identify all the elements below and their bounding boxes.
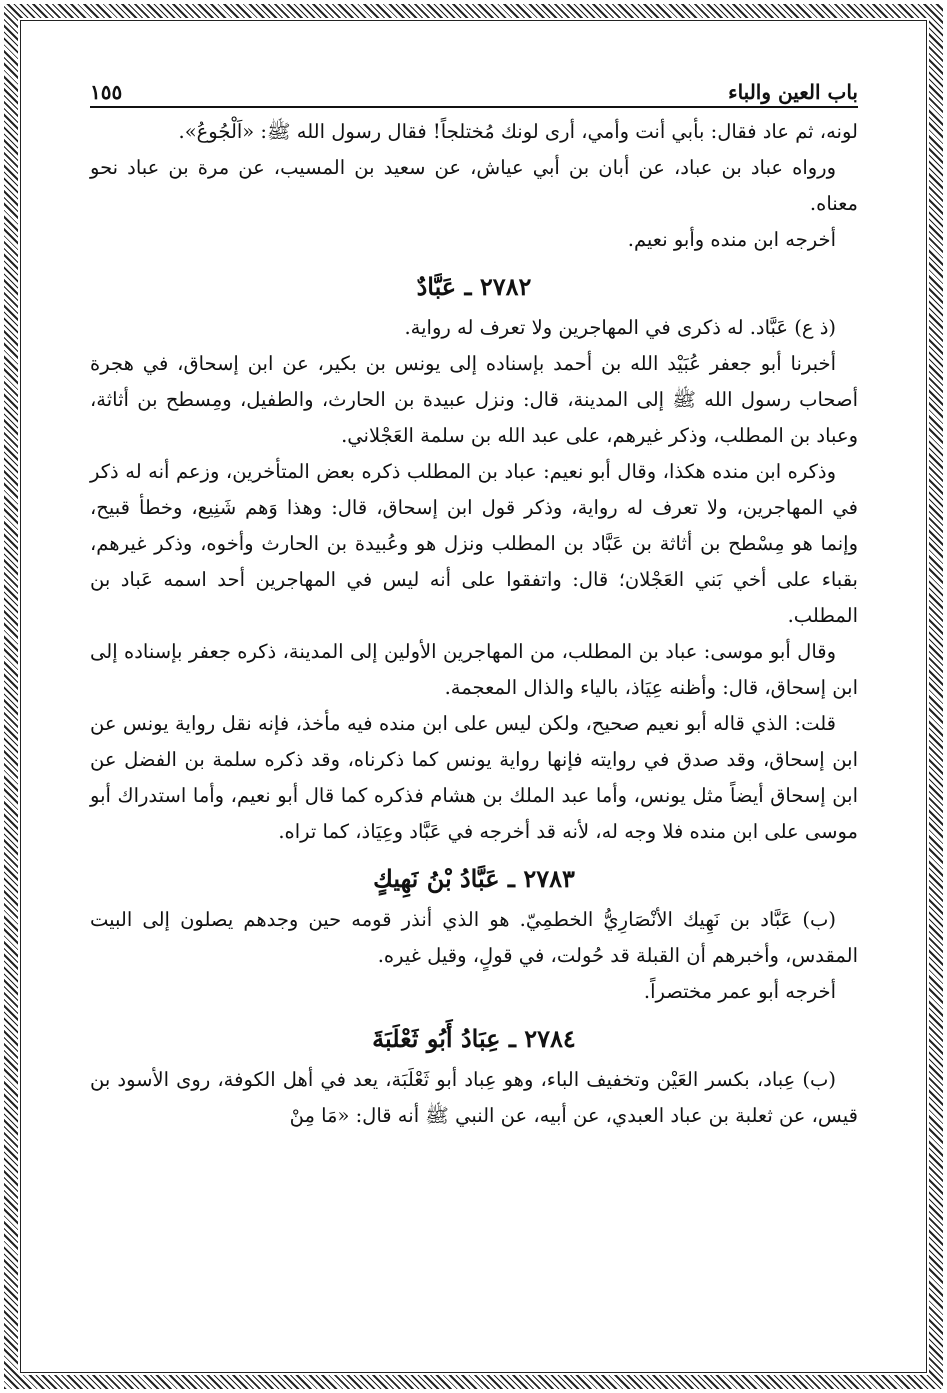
paragraph: (ب) عَبَّاد بن نَهِيك الأنْصَارِيُّ الخطمِيّ. هو الذي أنذر قومه حين وجدهم يصلون إلى البيت المقدس، وأخبرهم أن القبلة قد حُولت، في قولٍ، وقيل غيره.	[90, 908, 858, 967]
paragraph: قلت: الذي قاله أبو نعيم صحيح، ولكن ليس على ابن منده فيه مأخذ، فإنه نقل رواية يونس عن ابن إسحاق، وقد صدق في روايته فإنها رواية يونس كما ذكرناه، وقد ذكره سلمة بن الفضل عن ابن إسحاق أيضاً مثل يونس، وأما عبد الملك بن هشام فذكره كما قال أبو نعيم، وأما استدراك أبو موسى على ابن منده فلا وجه له، لأنه قد أخرجه في عَبَّاد وعِيَاذ، كما تراه.	[90, 712, 858, 843]
paragraph: (ب) عِباد، بكسر العَيْن وتخفيف الباء، وهو عِباد أبو ثَعْلَبَة، يعد في أهل الكوفة، روى الأسود بن قيس، عن ثعلبة بن عباد العبدي، عن أبيه، عن النبي ﷺ أنه قال: «مَا مِنْ	[90, 1068, 858, 1127]
paragraph: ورواه عباد بن عباد، عن أبان بن أبي عياش، عن سعيد بن المسيب، عن مرة بن عباد نحو معناه.	[90, 156, 858, 215]
page-number: ١٥٥	[90, 80, 123, 104]
paragraph: وقال أبو موسى: عباد بن المطلب، من المهاجرين الأولين إلى المدينة، ذكره جعفر بإسناده إلى ابن إسحاق، قال: وأظنه عِيَاذ، بالياء والذال المعجمة.	[90, 640, 858, 699]
paragraph: وذكره ابن منده هكذا، وقال أبو نعيم: عباد بن المطلب ذكره بعض المتأخرين، وزعم أنه له ذكر في المهاجرين، ولا تعرف له رواية، وذكر قول ابن إسحاق، قال: وهذا وَهم شَنِيع، وخطأ قبيح، وإنما هو مِسْطح بن أثاثة بن عَبَّاد بن المطلب ونزل هو وعُبيدة بن الحارث وأخوه، وذكر غيرهم، بقباء على أخي بَني العَجْلان؛ قال: واتفقوا على أنه ليس في المهاجرين أحد اسمه عَباد بن المطلب.	[90, 460, 858, 627]
page-content	[90, 72, 858, 1332]
paragraph: (ذ ع) عَبَّاد. له ذكرى في المهاجرين ولا تعرف له رواية.	[404, 316, 836, 339]
paragraph: أخرجه أبو عمر مختصراً.	[643, 980, 836, 1003]
paragraph: لونه، ثم عاد فقال: بأبي أنت وأمي، أرى لونك مُختلجاً! فقال رسول الله ﷺ: «اَلْجُوعُ».	[178, 120, 858, 143]
page-header	[90, 72, 858, 108]
chapter-title: باب العين والباء	[728, 80, 858, 104]
entry-heading: ٢٧٨٣ ـ عَبَّادُ بْنُ نَهِيكٍ	[373, 864, 575, 893]
entry-heading: ٢٧٨٢ ـ عَبَّادٌ	[416, 272, 532, 301]
paragraph: أخرجه ابن منده وأبو نعيم.	[627, 228, 836, 251]
entry-heading: ٢٧٨٤ ـ عِبَادُ أَبُو ثَعْلَبَةَ	[372, 1024, 576, 1053]
paragraph: أخبرنا أبو جعفر عُبَيْد الله بن أحمد بإسناده إلى يونس بن بكير، عن ابن إسحاق، في هجرة أصحاب رسول الله ﷺ إلى المدينة، قال: ونزل عبيدة بن الحارث، والطفيل، ومِسطح بن أثاثة، وعباد بن المطلب، وذكر غيرهم، على عبد الله بن سلمة العَجْلاني.	[90, 352, 858, 447]
body-text	[90, 114, 858, 1134]
